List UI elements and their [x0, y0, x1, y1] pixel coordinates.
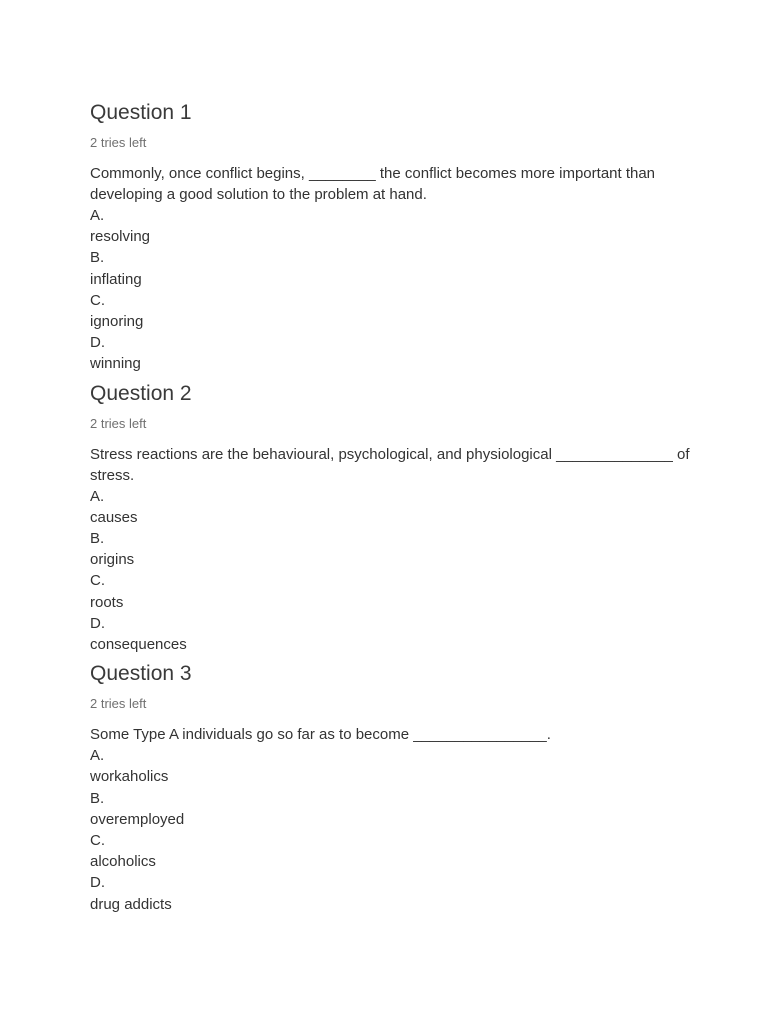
question-title: Question 1: [90, 101, 192, 124]
option-answer-c[interactable]: roots: [90, 593, 124, 611]
question-3: [90, 658, 690, 915]
question-text: Stress reactions are the behavioural, psychological, and physiological ______________ of stress.: [90, 445, 690, 484]
option-letter-d: D.: [90, 334, 105, 352]
option-letter-d: D.: [90, 874, 105, 892]
option-letter-c: C.: [90, 572, 105, 590]
option-letter-b: B.: [90, 249, 105, 267]
option-answer-d[interactable]: winning: [90, 355, 141, 373]
option-letter-b: B.: [90, 530, 105, 548]
question-text: Commonly, once conflict begins, ________ the conflict becomes more important than developing a good solution to the problem at hand.: [90, 165, 656, 203]
option-answer-a[interactable]: resolving: [90, 228, 151, 246]
option-answer-a[interactable]: workaholics: [90, 768, 169, 786]
question-title: Question 2: [90, 381, 192, 405]
option-letter-a: A.: [90, 487, 105, 505]
option-letter-c: C.: [90, 832, 105, 850]
question-text: Some Type A individuals go so far as to become ________________.: [90, 726, 551, 744]
question-1: [90, 97, 690, 375]
option-answer-a[interactable]: causes: [90, 508, 138, 526]
option-answer-c[interactable]: ignoring: [90, 313, 144, 331]
option-answer-d[interactable]: consequences: [90, 636, 187, 654]
option-answer-b[interactable]: overemployed: [90, 810, 185, 828]
question-title: Question 3: [90, 662, 192, 686]
option-letter-d: D.: [90, 614, 105, 632]
tries-left-label: 2 tries left: [90, 415, 147, 431]
option-answer-c[interactable]: alcoholics: [90, 853, 156, 871]
option-letter-a: A.: [90, 207, 105, 224]
option-letter-c: C.: [90, 291, 105, 309]
tries-left-label: 2 tries left: [90, 696, 147, 712]
question-2: [90, 378, 690, 656]
tries-left-label: 2 tries left: [90, 135, 147, 150]
option-letter-a: A.: [90, 747, 105, 765]
option-answer-b[interactable]: inflating: [90, 270, 142, 288]
option-answer-d[interactable]: drug addicts: [90, 895, 172, 913]
option-letter-b: B.: [90, 789, 105, 807]
option-answer-b[interactable]: origins: [90, 551, 135, 569]
